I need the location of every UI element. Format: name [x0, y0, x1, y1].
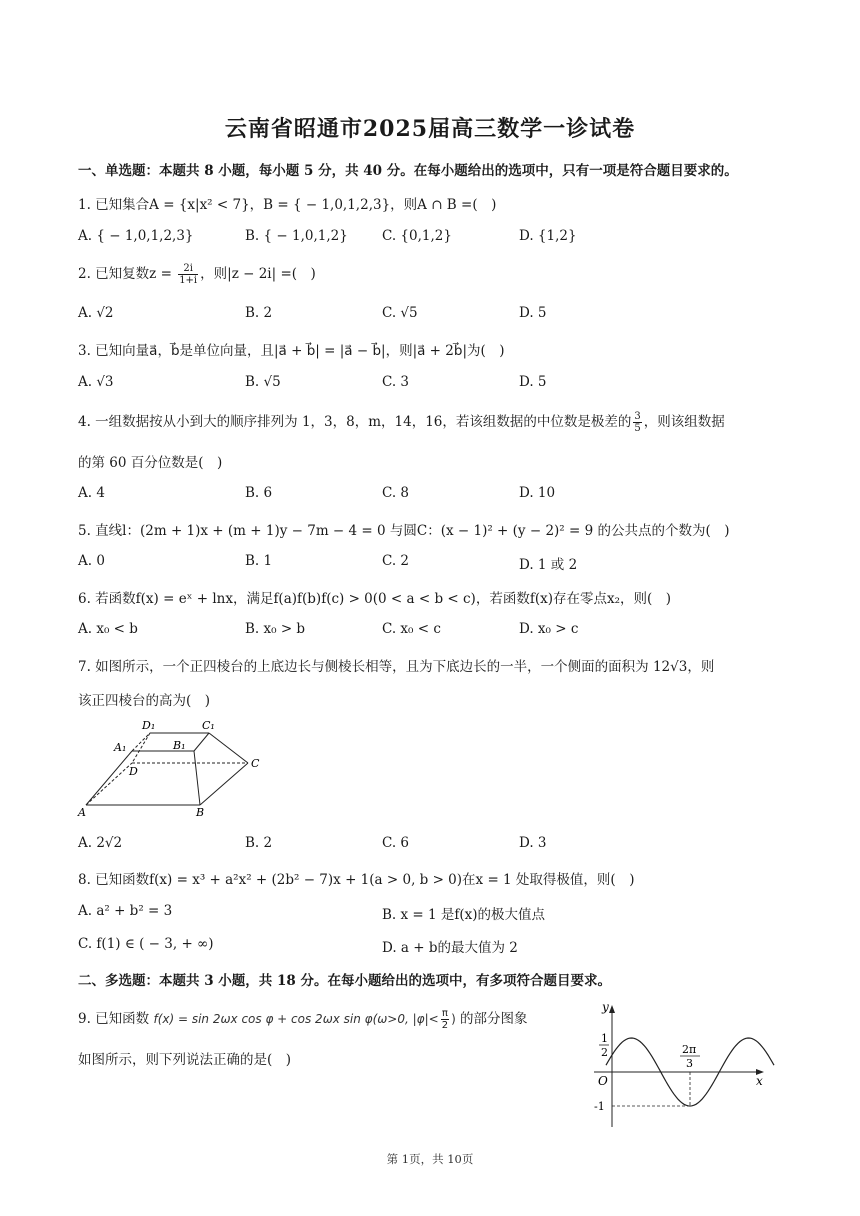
y-label: y — [602, 1000, 609, 1014]
q9-formula-end: ) — [451, 1012, 456, 1026]
question-6-stem: 6. 若函数f(x) = eˣ + lnx，满足f(a)f(b)f(c) > 0(0 < a < b < c)，若函数f(x)存在零点x₂，则( ) — [78, 591, 672, 607]
q4-stem-end: ，则该组数据 — [643, 414, 725, 430]
page-title: 云南省昭通市2025届高三数学一诊试卷 — [224, 116, 636, 142]
q4-option-a[interactable]: A. 4 — [78, 485, 105, 501]
label-c1: C₁ — [202, 719, 215, 732]
q1-option-b[interactable]: B. { − 1,0,1,2} — [245, 228, 348, 244]
question-1-stem: 1. 已知集合A = {x|x² < 7}，B = { − 1,0,1,2,3}，则A ∩ B =( ) — [78, 197, 497, 213]
label-b: B — [196, 806, 205, 819]
q6-option-c[interactable]: C. x₀ < c — [382, 621, 441, 637]
q2-fraction — [178, 263, 198, 286]
label-a1: A₁ — [114, 741, 127, 754]
origin-label: O — [598, 1074, 608, 1088]
peak-den: 3 — [686, 1057, 693, 1070]
q3-option-a[interactable]: A. √3 — [78, 374, 114, 390]
q6-option-b[interactable]: B. x₀ > b — [245, 621, 306, 637]
question-9-stem-line2: 如图所示，则下列说法正确的是( ) — [78, 1052, 292, 1068]
frustum-figure — [76, 715, 276, 820]
q4-option-d[interactable]: D. 10 — [519, 485, 556, 501]
edge-a-d — [86, 763, 132, 805]
question-5-stem: 5. 直线l：(2m + 1)x + (m + 1)y − 7m − 4 = 0 与圆C：(x − 1)² + (y − 2)² = 9 的公共点的个数为( ) — [78, 523, 730, 539]
q4-frac-den: 5 — [634, 423, 641, 434]
q5-option-b[interactable]: B. 1 — [245, 553, 273, 569]
q2-option-a[interactable]: A. √2 — [78, 305, 114, 321]
q8-option-d[interactable]: D. a + b的最大值为 2 — [382, 940, 518, 956]
q8-option-b[interactable]: B. x = 1 是f(x)的极大值点 — [382, 907, 546, 923]
q8-option-a[interactable]: A. a² + b² = 3 — [78, 903, 173, 919]
q2-stem-end: ，则|z − 2i| =( ) — [200, 266, 316, 282]
q2-option-c[interactable]: C. √5 — [382, 305, 418, 321]
x-label: x — [756, 1074, 763, 1088]
q9-formula-frac — [441, 1008, 449, 1031]
q4-option-b[interactable]: B. 6 — [245, 485, 273, 501]
edge-d1-d — [132, 733, 150, 763]
q9-stem-start: 9. 已知函数 — [78, 1011, 154, 1027]
q1-option-a[interactable]: A. { − 1,0,1,2,3} — [78, 228, 194, 244]
label-d: D — [129, 765, 138, 778]
q5-option-d[interactable]: D. 1 或 2 — [519, 557, 578, 573]
y-axis-arrow — [609, 1005, 615, 1013]
q3-option-c[interactable]: C. 3 — [382, 374, 410, 390]
q4-option-c[interactable]: C. 8 — [382, 485, 410, 501]
q9-formula: f(x) = sin 2ωx cos φ + cos 2ωx sin φ(ω>0, |φ|< — [153, 1012, 439, 1026]
question-7-stem-line2: 该正四棱台的高为( ) — [78, 693, 211, 709]
label-b1: B₁ — [173, 739, 186, 752]
q5-option-a[interactable]: A. 0 — [78, 553, 105, 569]
q4-stem-start: 4. 一组数据按从小到大的顺序排列为 1，3，8，m，14，16，若该组数据的中位数是极差的 — [78, 414, 632, 430]
q9-stem-end: 的部分图象 — [455, 1011, 528, 1027]
section-single-choice: 一、单选题：本题共 8 小题，每小题 5 分，共 40 分。在每小题给出的选项中，只有一项是符合题目要求的。 — [78, 163, 738, 179]
edge-b1-b — [194, 751, 200, 805]
q2-frac-num: 2i — [178, 263, 198, 275]
section-multi-choice: 二、多选题：本题共 3 小题，共 18 分。在每小题给出的选项中，有多项符合题目要求。 — [78, 973, 611, 989]
question-8-stem: 8. 已知函数f(x) = x³ + a²x² + (2b² − 7)x + 1(a > 0, b > 0)在x = 1 处取得极值，则( ) — [78, 872, 635, 888]
q2-stem-start: 2. 已知复数z = — [78, 266, 177, 282]
page-footer: 第 1页，共 10页 — [386, 1152, 474, 1166]
question-2-stem — [78, 262, 316, 286]
question-7-stem: 7. 如图所示，一个正四棱台的上底边长与侧棱长相等，且为下底边长的一半，一个侧面的面积为 12√3，则 — [78, 659, 715, 675]
peak-num: 2π — [682, 1043, 697, 1056]
q7-option-a[interactable]: A. 2√2 — [78, 835, 123, 851]
label-a: A — [78, 806, 86, 819]
q9-sine-graph — [586, 995, 776, 1135]
q1-option-c[interactable]: C. {0,1,2} — [382, 228, 452, 244]
q3-option-b[interactable]: B. √5 — [245, 374, 281, 390]
half-num: 1 — [601, 1032, 608, 1045]
label-c: C — [251, 757, 260, 770]
q3-option-d[interactable]: D. 5 — [519, 374, 547, 390]
q1-option-d[interactable]: D. {1,2} — [519, 228, 577, 244]
half-den: 2 — [601, 1046, 608, 1059]
minus-one-label: -1 — [594, 1100, 605, 1113]
q4-frac-num: 3 — [634, 411, 641, 422]
q2-option-b[interactable]: B. 2 — [245, 305, 273, 321]
q7-option-c[interactable]: C. 6 — [382, 835, 410, 851]
q4-fraction — [633, 411, 641, 434]
q9-formula-frac-num: π — [441, 1008, 448, 1019]
edge-c1-b1 — [194, 733, 209, 751]
question-4-stem — [78, 410, 725, 434]
edge-a1-a — [86, 751, 132, 805]
q8-option-c[interactable]: C. f(1) ∈ ( − 3, + ∞) — [78, 936, 214, 952]
q7-option-b[interactable]: B. 2 — [245, 835, 273, 851]
q2-frac-den: 1+i — [179, 275, 198, 286]
question-9-stem — [78, 1007, 528, 1031]
label-d1: D₁ — [142, 719, 156, 732]
q7-option-d[interactable]: D. 3 — [519, 835, 547, 851]
question-3-stem: 3. 已知向量a⃗，b⃗是单位向量，且|a⃗ + b⃗| = |a⃗ − b⃗|，则|a⃗ + 2b⃗|为( ) — [78, 343, 505, 359]
q6-option-a[interactable]: A. x₀ < b — [78, 621, 138, 637]
q5-option-c[interactable]: C. 2 — [382, 553, 410, 569]
q6-option-d[interactable]: D. x₀ > c — [519, 621, 579, 637]
edge-b-c — [200, 763, 248, 805]
question-4-stem-line2: 的第 60 百分位数是( ) — [78, 455, 223, 471]
q9-formula-frac-den: 2 — [441, 1020, 449, 1031]
edge-c1-c — [209, 733, 248, 763]
q2-option-d[interactable]: D. 5 — [519, 305, 547, 321]
